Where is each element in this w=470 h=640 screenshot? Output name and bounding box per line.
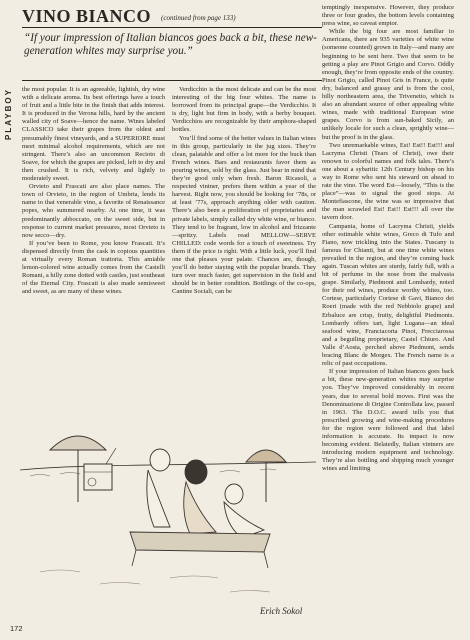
magazine-side-label: PLAYBOY xyxy=(4,88,13,140)
page-number: 172 xyxy=(10,624,23,633)
beach-cartoon xyxy=(20,352,316,624)
paragraph: Campania, home of Lacryma Christi, yields other estimable white wines, Greco di Tufo and Fiano, now trickling into the States. Tuscany is famous for Chianti, but at one time white wines prevailed in the region, and they’re coming back again. Tuscan whites are sturdy, fairly full, with a bit of perfume in the nose from the malvasia grape. Similarly, Piedmont and Lombardy, noted for their red wines, produce worthy whites, too. Cortese, particularly Cortese di Gavi, Bianco dei Roeri (made with the red Nebbiolo grape) and Erbaluce are crisp, fruity, delightful Piedmonts. Lombardy offers tart, light Lugana—an ideal seafood wine, Franciacorta Pinot, Frecciarossa and a beguiling proprietary, Castel Chiuro. And Valle d’Aosta, perched above Piedmont, sends bracing Blanc de Morgex. The French name is a relic of past occupations. xyxy=(322,222,454,368)
paragraph: If your impression of Italian biancos goes back a bit, these new-generation whites may surprise you. They’ve improved considerably in recent years, due to several bold moves. First was the Denominazione di Origine Controllata law, passed in 1963. The D.O.C. award tells you that prescribed growing and wine-making procedures for the region were followed and that label information is accurate. Its impact is now becoming evident. Belatedly, Italian vintners are introducing modern equipment and technology. They’re also bottling and shipping much younger wines and limiting xyxy=(322,368,454,473)
paragraph: temptingly inexpensive. However, they produce three or four grades, the bottom levels containing press wine, so caveat emptor. xyxy=(322,4,454,28)
text-column-2 xyxy=(172,86,316,348)
paragraph: While the big four are most familiar to Americans, there are 935 varieties of white wine (someone counted) grown in Italy—and many are beginning to be sent here. Two that seem to be getting a play are Pinot Grigio and Corvo. Oddly enough, they’re from opposite ends of the country. Pinot Grigio, called Pinot Gris in France, is quite dry, balanced and grassy and is from the cool, hilly northeastern area, the Trivenetio, which is also an abundant source of other appealing white wines, made with traditional European wine grapes. Corvo is from sun-baked Sicily, an unlikely locale for such a clean, sprightly wine—but the proof is in the glass. xyxy=(322,28,454,141)
text-column-3 xyxy=(322,4,454,630)
paragraph: the most popular. It is an agreeable, lightish, dry wine with a delicate aroma. Its best offerings have a touch of fruit and a little bite in the finish that adds interest. It is produced in the Verona hills, hard by the ancient walled city of Soave—hence the name. Wines labeled CLASSICO take their grapes from the oldest and presumably finest vineyards, and a SUPERIORE must meet minimal alcohol requirements, which are not stringent. There’s also an uncommon Recioto di Soave, for which the grapes are picked, left to dry and then crushed. It is rich, velvety and lightly to moderately sweet. xyxy=(22,86,165,183)
article-title: VINO BIANCO xyxy=(22,6,152,26)
text-column-1 xyxy=(22,86,165,348)
header-rule xyxy=(22,27,322,28)
pull-quote: “If your impression of Italian biancos goes back a bit, these new-generation whites may surprise you.” xyxy=(24,32,317,57)
continued-note: (continued from page 133) xyxy=(161,14,236,22)
cartoon-signature: Erich Sokol xyxy=(260,606,303,616)
article-header xyxy=(22,6,322,26)
paragraph: Orvieto and Frascati are also place names. The town of Orvieto, in the region of Umbria, lends its name to that venerable vino, a favorite of Renaissance popes, who summered nearby. At one time, it was predominantly abboccato, on the sweet side, but in response to current market pressures, most Orvieto is now secco—dry. xyxy=(22,183,165,239)
paragraph: If you’ve been to Rome, you know Frascati. It’s dispensed directly from the cask in copious quantities at virtually every Roman trattoria. This amiable lemon-colored wine actually comes from the Castelli Romani, a hilly zone dotted with castles, just southeast of the Eternal City. Frascati is also made semisweet and sweet, as are many of these wines. xyxy=(22,239,165,296)
paragraph: Verdicchio is the most delicate and can be the most interesting of the big four whites. The name is borrowed from its principal grape—the Verdicchio. It is dry, light but firm in body, with a herby bouquet. Verdicchios are recognizable by their amphora-shaped bottles. xyxy=(172,86,316,134)
paragraph: You’ll find some of the better values in Italian wines in this group, particularly in the jug sizes. They’re clean, palatable and offer a lot more for the buck than French wines. Bars and restaurants favor them as pouring wines, sold by the glass. Just bear in mind that they’re good only when fresh. Baron Ricasoli, a respected vintner, prefers them within a year of the harvest. Right now, you should be looking for ’78s, or at least ’77s, approach anything older with caution. There’s also been a proliferation of proprietaries and private labels, simply called dry white wine, or bianco. They tend to be fragrant, low in alcohol and frizzante—spritzy. Labels read MELLOW—SERVE CHILLED: code words for a touch of sweetness. Try them if the price is right. With a little luck, you’ll find one that pleases your palate. Chances are, though, you’ll do better staying with the popular brands. They turn over much faster, get supervision in the field and should be in better condition. Bottlings of the co-ops, Cantine Sociali, can be xyxy=(172,134,316,296)
pull-quote-rule xyxy=(22,80,322,81)
paragraph: Two unremarkable wines, Est! Est!! Est!!! and Lacryma Christi (Tears of Christ), owe their renown to colorful names and folk tales. There’s one about a sybaritic 12th Century bishop on his way to Rome who sent his steward on ahead to rate the vino. The word Est—loosely, “This is the place”—was to signal the good stops. At Montefiascone, the wine was so impressive that the man scrawled Est! Est!! Est!!! all over the tavern door. xyxy=(322,141,454,222)
